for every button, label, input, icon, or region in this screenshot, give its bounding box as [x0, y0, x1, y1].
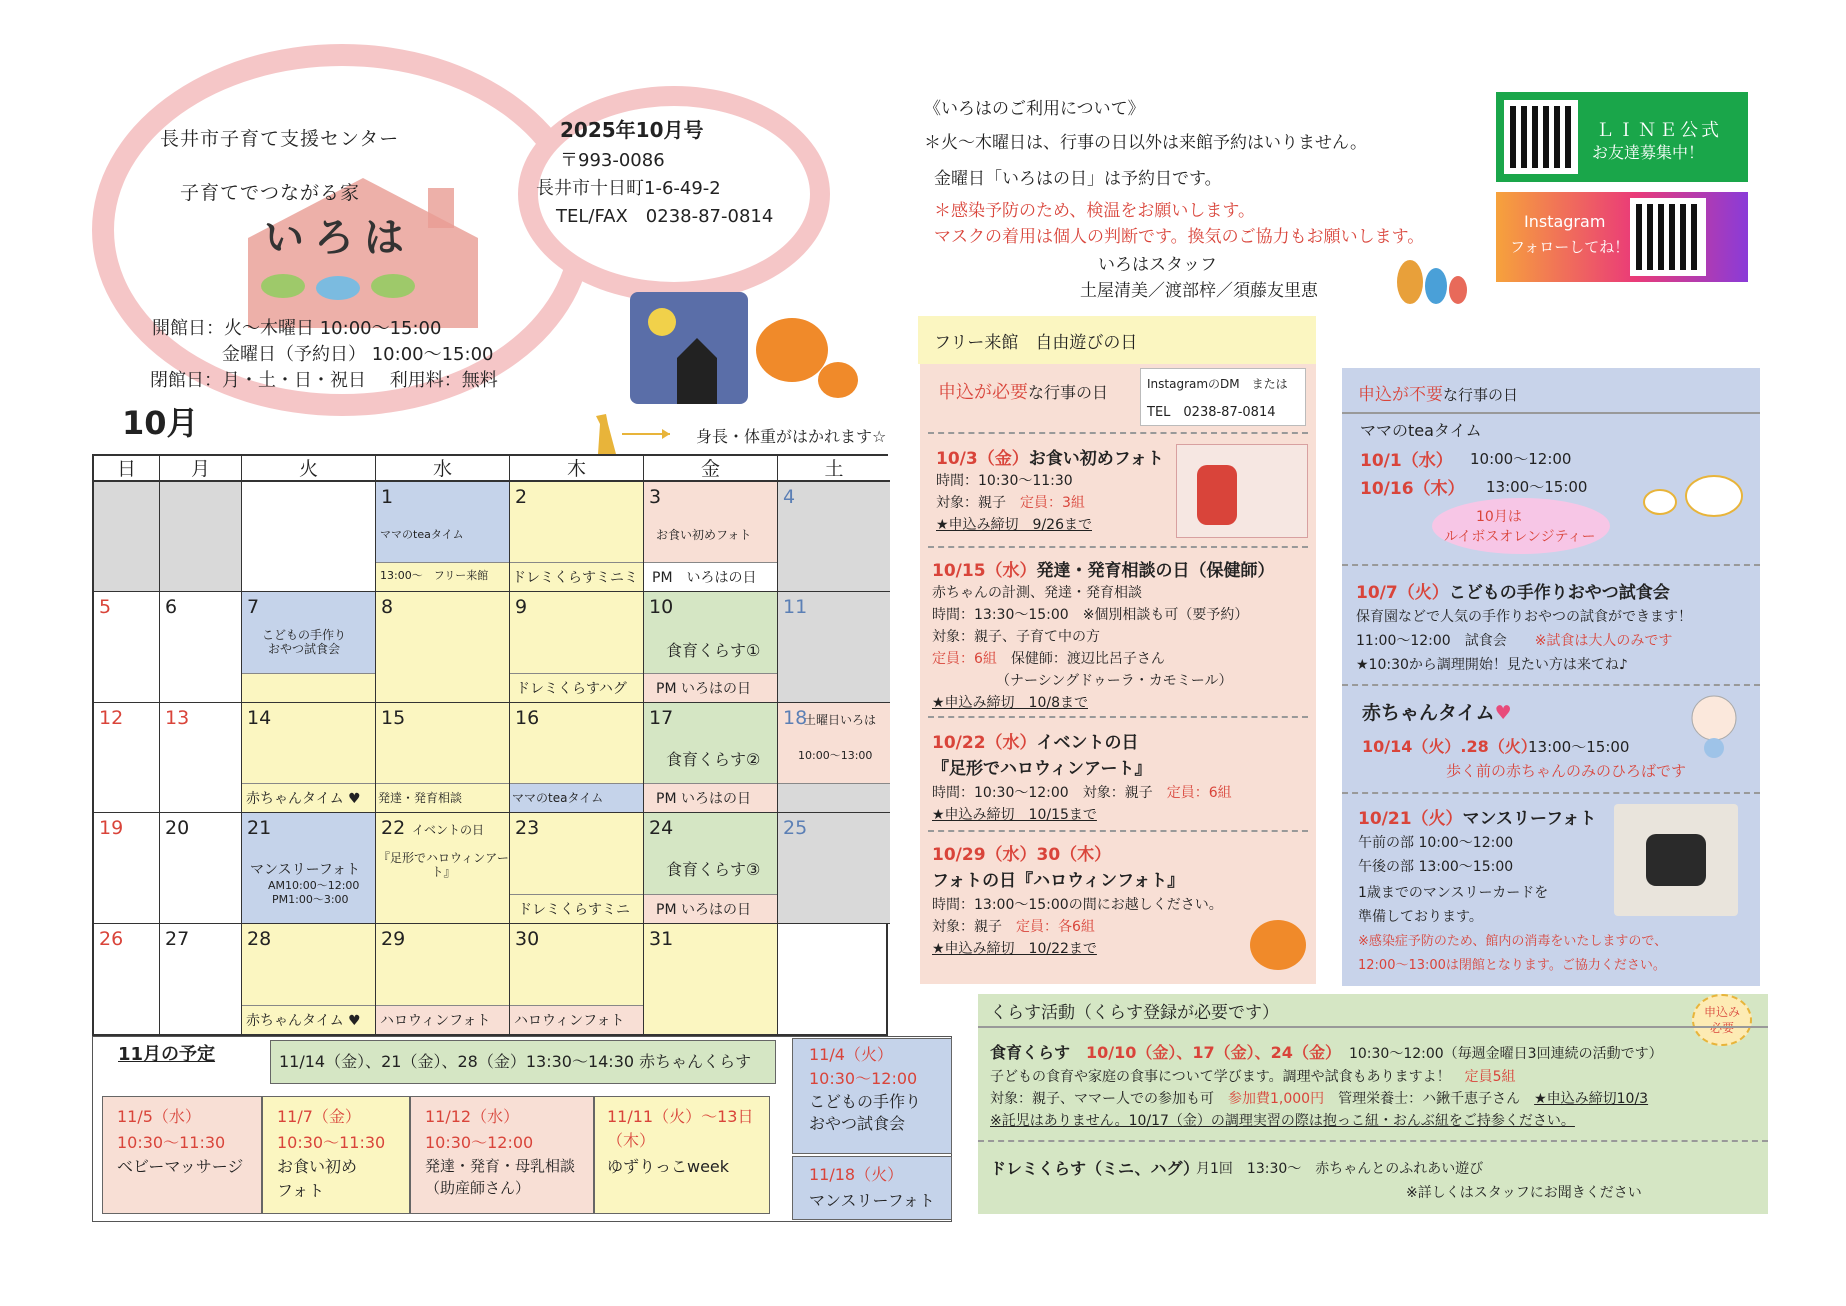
free-visit-title: フリー来館 自由遊びの日 — [934, 333, 1138, 353]
day-number: 2 — [515, 486, 528, 508]
event-time-text: 11:00～12:00 試食会 — [1356, 633, 1507, 649]
pumpkin-icon — [1250, 920, 1306, 970]
event-date: 10/14（火）.28（火） — [1362, 737, 1537, 756]
divider — [978, 1140, 1768, 1142]
food-class-title: 食育くらす — [990, 1043, 1071, 1062]
instagram-sublabel: フォローしてね！ — [1510, 238, 1630, 256]
day-cell — [778, 703, 890, 813]
event-subtitle: フォトの日『ハロウィンフォト』 — [932, 871, 1185, 891]
halloween-illustration — [622, 288, 862, 408]
event-time: 時間：13:30～15:00 ※個別相談も可（要予約） — [932, 607, 1249, 623]
day-cell — [376, 813, 510, 923]
giraffe-icon — [588, 410, 678, 456]
food-class-instructor: 管理栄養士：ハ鍬千恵子さん — [1338, 1091, 1521, 1107]
november-event — [102, 1096, 262, 1214]
line-sublabel: お友達募集中！ — [1592, 143, 1705, 162]
event-subtitle: 『足形でハロウィンアート』 — [932, 759, 1152, 779]
no-reservation-heading-red: 申込が不要 — [1358, 385, 1443, 405]
day-cell — [242, 703, 376, 813]
monthly-photo — [1614, 804, 1738, 916]
day-number: 28 — [247, 927, 272, 950]
event-label: 土曜日いろは — [804, 712, 877, 727]
day-number: 25 — [783, 817, 808, 840]
contact-line2: TEL 0238-87-0814 — [1147, 405, 1276, 420]
day-cell — [778, 592, 890, 702]
event-name: マンスリーフォト — [1462, 809, 1597, 829]
day-number: 20 — [165, 817, 190, 840]
tagline: 子育てでつながる家 — [180, 182, 361, 204]
hours-open: 開館日：火～木曜日 10:00～15:00 — [152, 318, 442, 339]
event-deadline: ★申込み締切 10/15まで — [932, 807, 1097, 823]
photo-outfit — [1646, 834, 1706, 886]
event-detail: 1歳までのマンスリーカードを — [1358, 885, 1549, 901]
divider — [1342, 564, 1760, 566]
day-number: 10 — [649, 596, 674, 619]
event-name: イベントの日 — [1036, 733, 1139, 753]
event-detail: 赤ちゃんの計測、発達・発育相談 — [932, 585, 1142, 601]
event-name: 発達・発育相談の日（保健師） — [1036, 561, 1275, 581]
day-cell — [376, 703, 510, 813]
reservation-heading-red: 申込が必要 — [938, 382, 1028, 403]
issue-title: 2025年10月号 — [560, 118, 704, 142]
event-date: 11/12（水） — [425, 1107, 520, 1126]
divider — [1342, 412, 1760, 414]
event-label: こどもの手作り おやつ試食会 — [262, 628, 347, 657]
usage-line2: 金曜日「いろはの日」は予約日です。 — [934, 169, 1222, 189]
day-number: 21 — [247, 817, 272, 840]
food-class-capacity: 定員5組 — [1464, 1069, 1516, 1085]
event-time: 時間：13:00～15:00の間にお越しください。 — [932, 897, 1223, 913]
event-time-text: 時間：10:30～12:00 対象：親子 — [932, 785, 1153, 801]
day-cell — [94, 813, 160, 923]
day-cell — [510, 592, 644, 702]
event-time: 10:30～11:30 — [117, 1133, 226, 1152]
day-number: 1 — [381, 486, 394, 508]
day-number: 12 — [99, 706, 124, 729]
event-title — [932, 728, 1139, 753]
event-label: 赤ちゃんタイム ♥ — [246, 1013, 361, 1029]
event-label: 赤ちゃんタイム ♥ — [246, 791, 361, 808]
event-warning: 12:00～13:00は閉館となります。ご協力ください。 — [1358, 958, 1666, 973]
day-cell — [160, 924, 242, 1034]
november-banner: 11/14（金）、21（金）、28（金）13:30～14:30 赤ちゃんくらす — [270, 1040, 776, 1084]
event-time: 時間：10:30～11:30 — [936, 473, 1073, 489]
event-name: 赤ちゃんタイム — [1362, 702, 1495, 724]
food-class-detail — [990, 1088, 1648, 1108]
event-capacity: 定員：3組 — [1020, 495, 1085, 511]
divider — [978, 1026, 1768, 1028]
event-date: 11/4（火） — [809, 1045, 893, 1064]
teapot-icon — [1640, 464, 1748, 520]
divider — [928, 546, 1308, 548]
day-cell — [242, 924, 376, 1034]
event-title — [1358, 804, 1596, 829]
zip-code: 〒993-0086 — [560, 150, 665, 171]
day-cell — [242, 482, 376, 592]
november-event — [792, 1038, 952, 1154]
day-cell — [778, 813, 890, 923]
event-label: PM いろはの日 — [656, 680, 751, 697]
event-time: 13:00～15:00 — [1528, 738, 1630, 756]
event-capacity: 定員：6組 — [932, 651, 997, 667]
day-number: 4 — [783, 486, 796, 508]
day-number: 30 — [515, 927, 540, 950]
event-date: 10/29（水）30（木） — [932, 845, 1112, 865]
food-class-time: 10:30～12:00（毎週金曜日3回連続の活動です） — [1348, 1046, 1663, 1062]
okuizome-photo — [1176, 444, 1308, 538]
doremi-class-note: ※詳しくはスタッフにお聞きください — [1406, 1185, 1642, 1201]
day-cell — [376, 482, 510, 592]
event-name: 発達・発育・母乳相談 （助産師さん） — [425, 1157, 576, 1197]
food-class-desc — [990, 1066, 1516, 1086]
weekday-sat: 土 — [778, 456, 890, 482]
event-label: PM1:00～3:00 — [272, 893, 349, 907]
event-staff-name: 保健師：渡辺比呂子さん — [1010, 651, 1165, 667]
reservation-heading — [938, 378, 1108, 404]
day-number: 19 — [99, 817, 124, 840]
event-date: 10/1（水） — [1360, 451, 1453, 471]
food-class-dates: 10/10（金）、17（金）、24（金） — [1086, 1043, 1333, 1062]
day-number: 22 — [381, 817, 406, 840]
event-label: 発達・発育相談 — [378, 791, 463, 806]
event-warning: ※感染症予防のため、館内の消毒をいたしますので、 — [1358, 934, 1668, 949]
event-deadline: ★申込み締切 9/26まで — [936, 517, 1092, 533]
divider — [928, 830, 1308, 832]
day-number: 11 — [783, 596, 808, 619]
day-cell — [376, 592, 510, 702]
event-label: AM10:00～12:00 — [268, 879, 360, 893]
calendar-note: 身長・体重がはかれます☆ — [696, 427, 887, 446]
tea-note-line1: 10月は — [1476, 509, 1522, 525]
class-title: くらす活動（くらす登録が必要です） — [990, 1003, 1279, 1023]
day-cell — [644, 482, 778, 592]
event-date: 11/11（火）～13日 （木） — [607, 1107, 754, 1150]
november-event — [262, 1096, 410, 1214]
day-number: 3 — [649, 486, 662, 508]
usage-line1: ＊火～木曜日は、行事の日以外は来館予約はいりません。 — [924, 133, 1368, 153]
day-cell — [94, 924, 160, 1034]
event-name: こどもの手作りおやつ試食会 — [1448, 583, 1670, 603]
day-cell — [510, 703, 644, 813]
day-cell — [510, 482, 644, 592]
event-capacity: 定員：各6組 — [1016, 919, 1095, 935]
event-deadline: ★申込み締切 10/22まで — [932, 941, 1097, 957]
event-staff-org: （ナーシングドゥーラ・カモミール） — [996, 673, 1233, 689]
event-time: 10:30～12:00 — [425, 1133, 534, 1152]
contact-box — [1140, 368, 1306, 426]
event-target-text: 対象：親子 — [936, 495, 1006, 511]
event-date: 11/5（水） — [117, 1107, 201, 1126]
event-detail: ★10:30から調理開始！見たい方は来てね♪ — [1356, 657, 1628, 673]
day-cell — [242, 592, 376, 702]
event-date: 10/3（金） — [936, 449, 1029, 469]
event-warning: ※試食は大人のみです — [1534, 633, 1673, 649]
day-cell — [510, 813, 644, 923]
day-number: 9 — [515, 596, 528, 619]
event-label: ハロウィンフォト — [380, 1013, 491, 1029]
event-time: 10:30～11:30 — [277, 1133, 386, 1152]
event-time: 午前の部 10:00～12:00 — [1358, 835, 1514, 851]
tel-fax: TEL/FAX 0238-87-0814 — [556, 206, 774, 227]
line-qr-code[interactable] — [1504, 100, 1578, 174]
event-date: 10/21（火） — [1358, 809, 1463, 829]
food-class-note: ※託児はありません。10/17（金）の調理実習の際は抱っこ紐・おんぶ紐をご持参ください。 — [990, 1113, 1575, 1129]
november-event — [792, 1156, 952, 1220]
staff-label: いろはスタッフ — [1098, 255, 1217, 275]
event-label: イベントの日 — [412, 823, 485, 838]
address: 長井市十日町1-6-49-2 — [536, 178, 721, 199]
event-label: ドレミくらすハグ — [516, 680, 627, 697]
day-number: 8 — [381, 596, 394, 619]
weekday-mon: 月 — [160, 456, 242, 482]
divider — [1342, 684, 1760, 686]
event-title — [936, 444, 1164, 469]
event-target — [936, 492, 1085, 512]
day-number: 18 — [783, 706, 808, 729]
heart-icon: ♥ — [1494, 702, 1512, 724]
day-number: 27 — [165, 927, 190, 950]
day-cell — [778, 924, 890, 1034]
food-class-target: 対象：親子、ママー人での参加も可 — [990, 1091, 1214, 1107]
event-title: ママのteaタイム — [1360, 421, 1482, 440]
day-cell — [94, 482, 160, 592]
food-class-heading — [990, 1040, 1663, 1063]
event-target-text: 対象：親子 — [932, 919, 1002, 935]
reservation-heading-rest: な行事の日 — [1028, 383, 1109, 402]
event-label: マンスリーフォト — [250, 862, 361, 879]
event-time: 午後の部 13:00～15:00 — [1358, 859, 1514, 875]
event-time — [932, 782, 1232, 802]
day-cell — [644, 592, 778, 702]
day-number: 26 — [99, 927, 124, 950]
divider — [1342, 792, 1760, 794]
food-class-desc-text: 子どもの食育や家庭の食事について学びます。調理や試食もありますよ！ — [990, 1069, 1451, 1085]
day-cell — [778, 482, 890, 592]
event-label: PM いろはの日 — [656, 901, 751, 918]
event-detail: 保育園などで人気の手作りおやつの試食ができます！ — [1356, 609, 1692, 625]
reservation-panel — [920, 364, 1316, 984]
no-reservation-panel — [1342, 368, 1760, 986]
day-number: 6 — [165, 596, 178, 619]
event-title — [1362, 698, 1512, 725]
doremi-class-desc: 月1回 13:30～ 赤ちゃんとのふれあい遊び — [1196, 1161, 1484, 1177]
november-event — [410, 1096, 594, 1214]
event-date: 10/15（水） — [932, 561, 1037, 581]
usage-title: 《いろはのご利用について》 — [924, 99, 1145, 119]
event-label: ドレミくらすミニミ — [512, 570, 638, 587]
no-reservation-heading-rest: な行事の日 — [1443, 386, 1519, 404]
photo-figure — [1197, 465, 1237, 525]
event-target: 対象：親子、子育て中の方 — [932, 629, 1100, 645]
event-label: PM いろはの日 — [652, 570, 757, 587]
instagram-banner[interactable] — [1496, 192, 1748, 282]
divider — [928, 432, 1308, 434]
event-title — [932, 556, 1275, 581]
event-label: 10:00～13:00 — [798, 748, 873, 762]
usage-line3: ＊感染予防のため、検温をお願いします。 — [934, 201, 1255, 221]
usage-line4: マスクの着用は個人の判断です。換気のご協力もお願いします。 — [934, 227, 1425, 247]
day-number: 29 — [381, 927, 406, 950]
tea-note-line2: ルイボスオレンジティー — [1444, 529, 1596, 545]
weekday-tue: 火 — [242, 456, 376, 482]
divider — [928, 716, 1308, 718]
day-cell — [644, 924, 778, 1034]
day-number: 24 — [649, 817, 674, 840]
line-label: ＬＩＮＥ公式 — [1596, 120, 1722, 141]
event-label: ハロウィンフォト — [514, 1013, 625, 1029]
baby-icon — [1680, 690, 1748, 758]
signup-required-badge: 申込み 必要 — [1692, 994, 1752, 1046]
calendar — [92, 454, 888, 1036]
event-date: 10/16（木） — [1360, 479, 1465, 499]
event-date: 10/7（火） — [1356, 583, 1449, 603]
free-visit-header — [918, 316, 1316, 364]
org-name: 長井市子育て支援センター — [160, 128, 400, 150]
event-name: こどもの手作り おやつ試食会 — [809, 1092, 922, 1133]
line-banner[interactable] — [1496, 92, 1748, 182]
day-cell — [242, 813, 376, 923]
food-class-fee: 参加費1,000円 — [1228, 1091, 1325, 1107]
day-number: 17 — [649, 706, 674, 729]
day-cell — [94, 703, 160, 813]
event-name: お食い初めフォト — [1028, 449, 1164, 469]
event-label: 『足形でハロウィンアー ト』 — [378, 851, 509, 880]
weekday-sun: 日 — [94, 456, 160, 482]
event-name: ゆずりっこweek — [607, 1157, 730, 1176]
event-label: ドレミくらすミニ — [518, 901, 630, 918]
event-date: 10/22（水） — [932, 733, 1037, 753]
event-label: ママのteaタイム — [380, 528, 464, 541]
doremi-class-title: ドレミくらす（ミニ、ハグ） — [990, 1159, 1199, 1178]
day-cell — [160, 813, 242, 923]
day-cell — [160, 592, 242, 702]
weekday-wed: 水 — [376, 456, 510, 482]
instagram-label: Instagram — [1524, 212, 1606, 231]
event-title — [1356, 578, 1670, 603]
event-label: 食育くらす③ — [666, 860, 761, 880]
event-label: 13:00～ フリー来館 — [380, 569, 489, 583]
event-label: お食い初めフォト — [656, 528, 752, 542]
day-number: 13 — [165, 706, 190, 729]
event-name: マンスリーフォト — [809, 1191, 935, 1210]
day-cell — [94, 592, 160, 702]
event-date: 11/7（金） — [277, 1107, 361, 1126]
instagram-qr-code[interactable] — [1630, 198, 1706, 276]
event-time: 13:00～15:00 — [1486, 478, 1588, 496]
event-capacity: 定員：6組 — [1166, 785, 1232, 801]
event-label: ママのteaタイム — [512, 791, 604, 806]
day-cell — [644, 813, 778, 923]
event-time: 10:00～12:00 — [1470, 450, 1572, 468]
center-name: いろは — [264, 215, 414, 261]
hours-closed: 閉館日：月・土・日・祝日 利用料：無料 — [150, 370, 498, 391]
event-deadline: ★申込み締切 10/8まで — [932, 695, 1088, 711]
day-number: 23 — [515, 817, 540, 840]
contact-line1: InstagramのDM または — [1147, 377, 1288, 391]
day-number: 14 — [247, 706, 272, 729]
day-cell — [160, 482, 242, 592]
event-label: 食育くらす② — [666, 749, 761, 769]
event-detail: 準備しております。 — [1358, 909, 1483, 925]
weekday-thu: 木 — [510, 456, 644, 482]
event-name: ベビーマッサージ — [117, 1157, 244, 1176]
event-time: 10:30～12:00 — [809, 1069, 918, 1088]
event-date: 11/18（火） — [809, 1165, 904, 1184]
day-number: 7 — [247, 596, 260, 619]
event-name: お食い初め フォト — [277, 1157, 358, 1200]
matryoshka-icon — [1394, 246, 1474, 306]
no-reservation-heading — [1358, 380, 1518, 405]
weekday-fri: 金 — [644, 456, 778, 482]
calendar-month: 10月 — [122, 404, 199, 442]
day-cell — [510, 924, 644, 1034]
day-cell — [376, 924, 510, 1034]
november-title: 11月の予定 — [118, 1044, 216, 1065]
event-staff — [932, 648, 1165, 668]
day-cell — [644, 703, 778, 813]
day-number: 31 — [649, 927, 674, 950]
staff-names: 土屋清美／渡部梓／須藤友里恵 — [1080, 281, 1318, 301]
day-number: 5 — [99, 596, 112, 619]
food-class-deadline: ★申込み締切10/3 — [1534, 1091, 1649, 1107]
event-label: 食育くらす① — [666, 641, 761, 661]
class-panel — [978, 994, 1768, 1214]
event-time — [1356, 630, 1672, 650]
day-number: 16 — [515, 706, 540, 729]
event-note: 歩く前の赤ちゃんのみのひろばです — [1446, 762, 1687, 780]
november-event — [594, 1096, 770, 1214]
tea-note-bubble — [1432, 498, 1610, 554]
day-cell — [160, 703, 242, 813]
event-label: PM いろはの日 — [656, 791, 751, 808]
hours-friday: 金曜日（予約日） 10:00～15:00 — [222, 344, 494, 365]
event-target — [932, 916, 1095, 936]
day-number: 15 — [381, 706, 406, 729]
